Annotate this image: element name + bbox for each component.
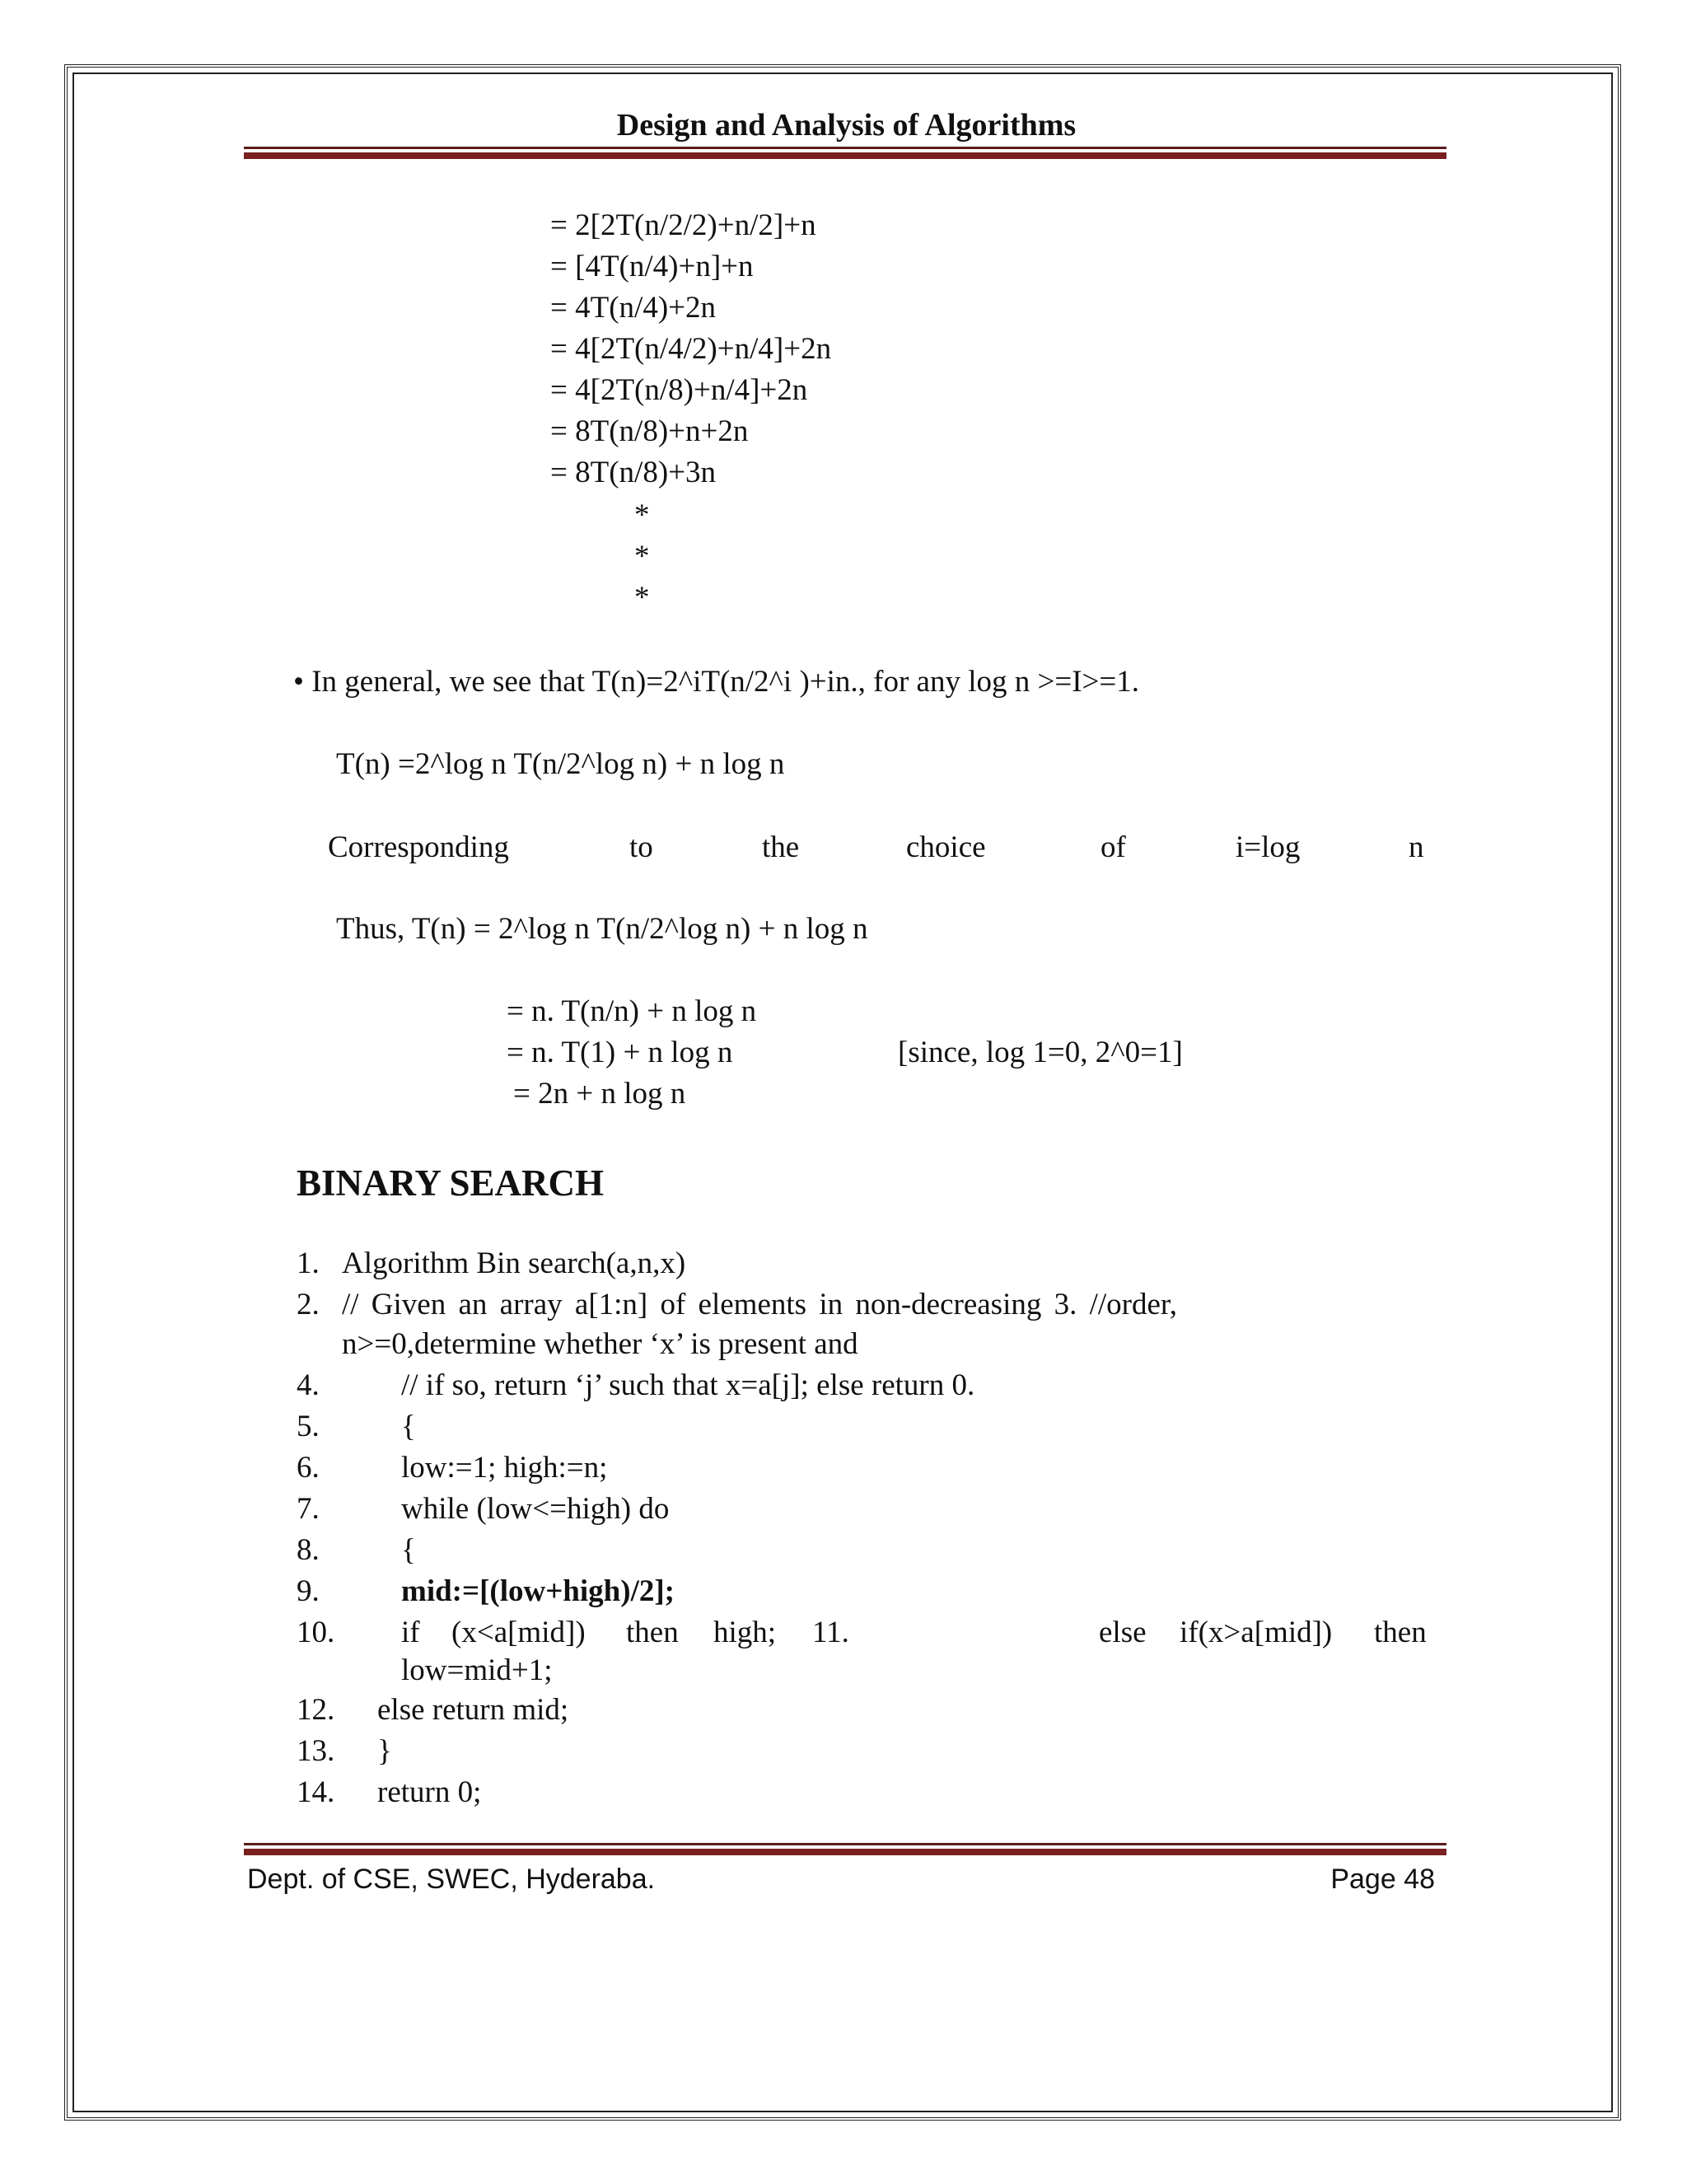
code-token: if	[401, 1616, 420, 1649]
thus-expression: Thus, T(n) = 2^log n T(n/2^log n) + n log n	[336, 912, 868, 946]
tn-expression: T(n) =2^log n T(n/2^log n) + n log n	[336, 747, 785, 781]
result-line: = 2n + n log n	[513, 1077, 686, 1111]
code-token: else	[1099, 1616, 1147, 1649]
header-rule-thin	[244, 147, 1446, 149]
code-line: Algorithm Bin search(a,n,x)	[342, 1246, 686, 1280]
footer-page-number: Page 48	[1330, 1864, 1435, 1895]
line-number: 6.	[297, 1451, 320, 1485]
code-line: low=mid+1;	[401, 1653, 553, 1687]
corresponding-word: of	[1101, 830, 1126, 864]
code-line: {	[401, 1533, 416, 1567]
corresponding-word: the	[762, 830, 800, 864]
code-line-bold: mid:=[(low+high)/2];	[401, 1574, 675, 1608]
code-token: then	[626, 1616, 679, 1649]
corresponding-word: choice	[906, 830, 986, 864]
general-statement: • In general, we see that T(n)=2^iT(n/2^i )+in., for any log n >=I>=1.	[293, 665, 1140, 699]
line-number: 5.	[297, 1410, 320, 1443]
code-line: else return mid;	[377, 1693, 569, 1727]
footer-rule-thick	[244, 1849, 1446, 1855]
header-rule-thick	[244, 152, 1446, 159]
derivation-line: = [4T(n/4)+n]+n	[550, 250, 754, 283]
line-number: 10.	[297, 1616, 335, 1649]
corresponding-word: Corresponding	[328, 830, 509, 864]
derivation-line: = 8T(n/8)+n+2n	[550, 414, 749, 448]
section-heading: BINARY SEARCH	[297, 1162, 605, 1204]
code-token: 11.	[812, 1616, 849, 1649]
since-note: [since, log 1=0, 2^0=1]	[898, 1036, 1183, 1069]
line-number: 4.	[297, 1368, 320, 1402]
corresponding-word: i=log	[1236, 830, 1301, 864]
code-line: // Given an array a[1:n] of elements in non-decreasing 3. //order,	[342, 1288, 1177, 1321]
code-token: (x<a[mid])	[451, 1616, 586, 1649]
code-line: return 0;	[377, 1775, 482, 1809]
line-number: 8.	[297, 1533, 320, 1567]
code-line: while (low<=high) do	[401, 1492, 670, 1526]
line-number: 13.	[297, 1734, 335, 1768]
continuation-star: *	[634, 581, 650, 615]
line-number: 2.	[297, 1288, 320, 1321]
result-line: = n. T(n/n) + n log n	[507, 994, 757, 1028]
footer-rule-thin	[244, 1843, 1446, 1845]
derivation-line: = 4[2T(n/4/2)+n/4]+2n	[550, 332, 832, 366]
line-number: 7.	[297, 1492, 320, 1526]
code-line: low:=1; high:=n;	[401, 1451, 608, 1485]
running-header-title: Design and Analysis of Algorithms	[616, 108, 1077, 143]
line-number: 1.	[297, 1246, 320, 1280]
derivation-line: = 2[2T(n/2/2)+n/2]+n	[550, 208, 816, 242]
footer-department: Dept. of CSE, SWEC, Hyderaba.	[247, 1864, 656, 1895]
line-number: 14.	[297, 1775, 335, 1809]
code-line: {	[401, 1410, 416, 1443]
derivation-line: = 8T(n/8)+3n	[550, 456, 717, 489]
line-number: 9.	[297, 1574, 320, 1608]
corresponding-word: to	[629, 830, 653, 864]
code-line: n>=0,determine whether ‘x’ is present and	[342, 1327, 858, 1361]
continuation-star: *	[634, 540, 650, 573]
line-number: 12.	[297, 1693, 335, 1727]
code-token: if(x>a[mid])	[1180, 1616, 1333, 1649]
corresponding-word: n	[1409, 830, 1424, 864]
code-line: // if so, return ‘j’ such that x=a[j]; else return 0.	[401, 1368, 975, 1402]
result-line: = n. T(1) + n log n	[507, 1036, 733, 1069]
code-line: }	[377, 1734, 392, 1768]
code-token: high;	[713, 1616, 777, 1649]
derivation-line: = 4T(n/4)+2n	[550, 291, 717, 325]
derivation-line: = 4[2T(n/8)+n/4]+2n	[550, 373, 808, 407]
code-token: then	[1374, 1616, 1427, 1649]
continuation-star: *	[634, 498, 650, 532]
